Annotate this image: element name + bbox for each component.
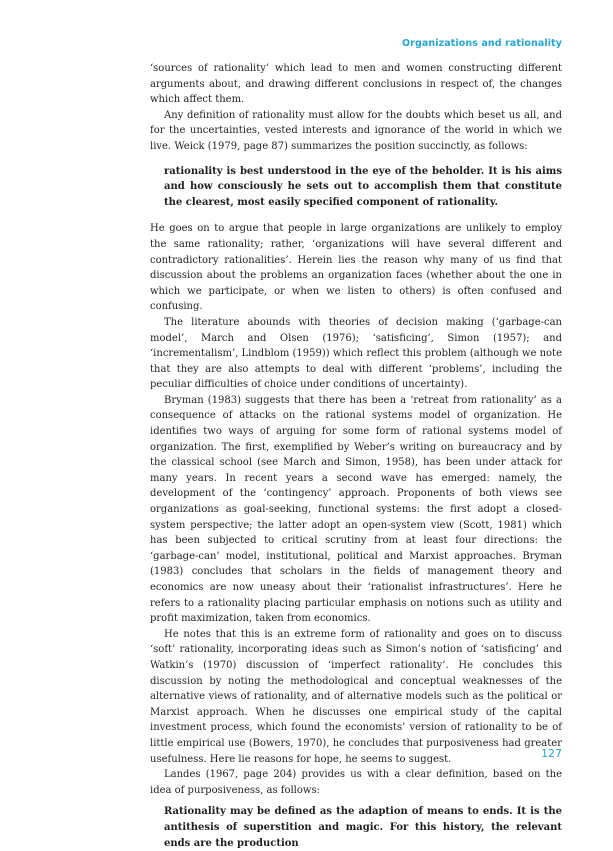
page-number: 127: [541, 747, 562, 760]
block-quote-landes: Rationality may be defined as the adaption of means to ends. It is the antithesis of superstition and magic. For this history, the relevant ends are the production: [164, 806, 562, 849]
page-body: [150, 61, 562, 851]
paragraph-7: Landes (1967, page 204) provides us with a clear definition, based on the idea of purposiveness, as follows:: [150, 769, 562, 796]
paragraph-1: ‘sources of rationality’ which lead to men and women constructing different arguments about, and drawing different conclusions in respect of, the changes which affect them.: [150, 63, 562, 106]
paragraph-3: He goes on to argue that people in large organizations are unlikely to employ the same rationality; rather, ‘organizations will have several different and contradictory rationalities’. Herein lies the reason why many of us find that discussion about the problems an organization faces (whether about the one in which we participate, or when we listen to others) is often confused and confusing.: [150, 223, 562, 313]
paragraph-5: Bryman (1983) suggests that there has been a ‘retreat from rationality’ as a consequence of attacks on the rational systems model of organization. He identifies two ways of arguing for some form of rational systems model of organization. The first, exemplified by Weber’s writing on bureaucracy and by the classical school (see March and Simon, 1958), has been under attack for many years. In recent years a second wave has emerged: namely, the development of the ‘contingency’ approach. Proponents of both views see organizations as goal-seeking, functional systems: the first adopt a closed-system perspective; the latter adopt an open-system view (Scott, 1981) which has been subjected to critical scrutiny from at least four directions: the ‘garbage-can’ model, institutional, political and Marxist approaches. Bryman (1983) concludes that scholars in the fields of management theory and economics are now uneasy about their ‘rationalist infrastructures’. Here he refers to a rationality placing particular emphasis on notions such as utility and profit maximization, taken from economics.: [150, 394, 562, 625]
running-head: Organizations and rationality: [401, 38, 562, 49]
paragraph-2: Any definition of rationality must allow for the doubts which beset us all, and for the uncertainties, vested interests and ignorance of the world in which we live. Weick (1979, page 87) summarizes the position succinctly, as follows:: [150, 109, 562, 152]
paragraph-6: He notes that this is an extreme form of rationality and goes on to discuss ‘soft’ rationality, incorporating ideas such as Simon’s notion of ‘satisficing’ and Watkin’s (1970) discussion of ‘imperfect rationality’. He concludes this discussion by noting the methodological and conceptual weaknesses of the alternative views of rationality, and of alternative models such as the political or Marxist approach. When he discusses one empirical study of the capital investment process, which found the economists’ version of rationality to be of little empirical use (Bowers, 1970), he concludes that purposiveness had greater usefulness. Here lie reasons for hope, he seems to suggest.: [150, 628, 562, 765]
paragraph-4: The literature abounds with theories of decision making (‘garbage-can model’, March and Olsen (1976); ‘satisficing’, Simon (1957); and ‘incrementalism’, Lindblom (1959)) which reflect this problem (although we note that they are also attempts to deal with different ‘problems’, including the peculiar difficulties of choice under conditions of uncertainty).: [150, 316, 562, 391]
block-quote-weick: rationality is best understood in the eye of the beholder. It is his aims and how consciously he sets out to accomplish them that constitute the clearest, most easily specified component of rationality.: [164, 165, 562, 208]
